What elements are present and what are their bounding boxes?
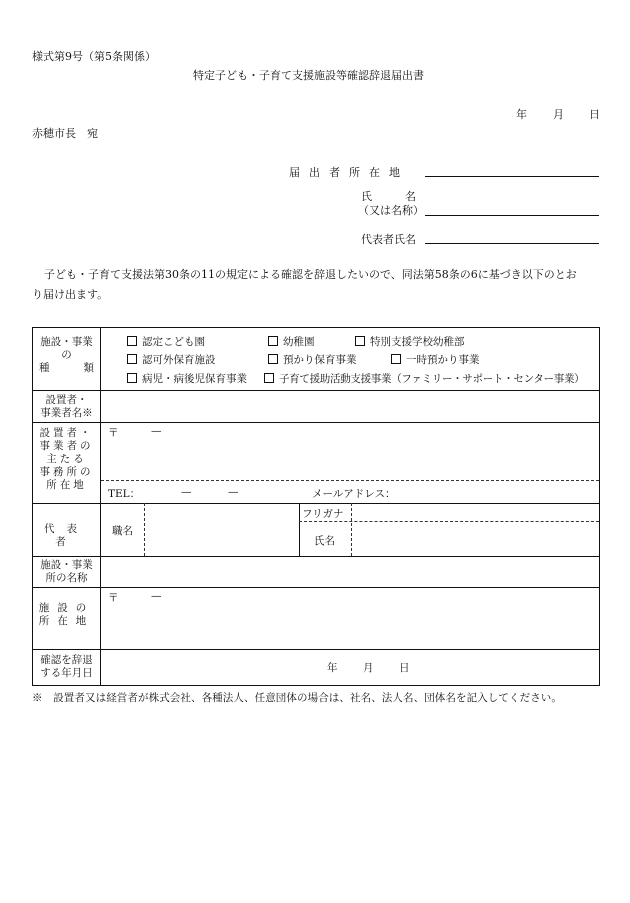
withdraw-date-field[interactable] [101, 650, 599, 685]
addressee: 赤穂市長 宛 [32, 127, 98, 140]
withdraw-date-label-line: する年月日 [40, 667, 93, 679]
checkbox-icon [268, 336, 278, 346]
checkbox-ichiji-azukari[interactable] [391, 352, 480, 367]
applicant-address-line[interactable] [425, 176, 599, 177]
checkbox-family-support[interactable] [264, 371, 584, 386]
applicant-name-label: 氏 名 [361, 190, 416, 203]
checkbox-icon [264, 373, 274, 383]
footnote: ※ 設置者又は経営者が株式会社、各種法人、任意団体の場合は、社名、法人名、団体名を記入してください。 [32, 692, 562, 704]
rep-name-label: 氏名 [314, 535, 335, 547]
row-border [33, 587, 599, 588]
withdraw-year: 年 [327, 662, 338, 674]
checkbox-label: 幼稚園 [283, 336, 315, 348]
address-tel-separator [101, 480, 599, 481]
facility-name-field[interactable] [101, 557, 599, 586]
facility-name-label-line: 施設・事業 [40, 559, 93, 571]
facility-type-label [33, 336, 100, 375]
checkbox-yochien[interactable] [268, 334, 315, 349]
checkbox-label: 病児・病後児保育事業 [142, 373, 247, 385]
checkbox-ninkagai[interactable] [127, 352, 216, 367]
job-title-label: 職名 [112, 525, 133, 537]
applicant-address-label: 届出者所在地 [289, 166, 409, 179]
row-border [33, 503, 599, 504]
facility-name-label-line: 所の名称 [45, 572, 88, 584]
representative-label [33, 523, 100, 549]
checkbox-icon [127, 373, 137, 383]
operator-name-label [33, 394, 100, 420]
operator-name-field[interactable] [101, 391, 599, 421]
body-text-line-1: 子ども・子育て支援法第30条の11の規定による確認を辞退したいので、同法第58条の6に基づき以下のとお [44, 268, 577, 281]
operator-email-label: メールアドレス： [312, 488, 396, 500]
checkbox-byoji-hoiku[interactable] [127, 371, 247, 386]
withdraw-month: 月 [363, 662, 374, 674]
operator-postal-dash: — [151, 425, 162, 437]
name-block-divider [299, 503, 300, 556]
furigana-separator [299, 521, 599, 522]
operator-address-label-line: 所在地 [46, 479, 87, 491]
applicant-name-line[interactable] [425, 215, 599, 216]
checkbox-icon [127, 354, 137, 364]
operator-address-field[interactable] [101, 438, 599, 478]
withdraw-date-label [33, 654, 100, 680]
facility-type-label-line: 施設・事業 [40, 336, 93, 348]
operator-address-label-line: 事務所の [39, 466, 94, 478]
document-title: 特定子ども・子育て支援施設等確認辞退届出書 [193, 69, 424, 82]
operator-address-label-line: 主たる [46, 453, 87, 465]
rep-name-field[interactable] [353, 523, 599, 555]
operator-address-label-line: 設置者・ [39, 427, 94, 439]
withdraw-date-label-line: 確認を辞退 [40, 654, 93, 666]
facility-type-label-line: 種 [39, 362, 50, 374]
facility-address-label-line: 所在地 [38, 615, 95, 627]
job-title-divider [144, 503, 145, 556]
applicant-rep-label: 代表者氏名 [361, 233, 416, 246]
date-day: 日 [589, 108, 600, 121]
name-label-divider [351, 503, 352, 556]
representative-label-text: 代表者 [44, 523, 89, 548]
date-month: 月 [553, 108, 564, 121]
checkbox-icon [355, 336, 365, 346]
furigana-field[interactable] [353, 505, 599, 520]
date-year: 年 [516, 108, 527, 121]
applicant-name-label-alt: （又は名称） [358, 204, 424, 217]
checkbox-tokubetsu-shien[interactable] [355, 334, 465, 349]
facility-address-label-line: 施設の [38, 602, 95, 614]
operator-postal-mark: 〒 [108, 427, 119, 439]
facility-type-label-line: 類 [83, 362, 94, 374]
checkbox-icon [268, 354, 278, 364]
checkbox-label: 預かり保育事業 [283, 354, 357, 366]
facility-type-label-line: の [61, 349, 72, 361]
facility-name-label [33, 559, 100, 585]
operator-name-label-line: 設置者・ [45, 394, 88, 406]
facility-address-field[interactable] [101, 604, 599, 648]
checkbox-icon [391, 354, 401, 364]
facility-postal-mark: 〒 [108, 592, 119, 604]
checkbox-icon [127, 336, 137, 346]
checkbox-label: 認定こども園 [142, 336, 205, 348]
checkbox-label: 認可外保育施設 [142, 354, 216, 366]
form-number: 様式第9号（第5条関係） [32, 50, 156, 63]
application-table [32, 327, 600, 686]
checkbox-label: 一時預かり事業 [406, 354, 480, 366]
facility-address-label [33, 602, 100, 628]
operator-tel-dash-2: — [228, 486, 239, 498]
checkbox-nintei-kodomoen[interactable] [127, 334, 205, 349]
operator-tel-label: TEL： [108, 488, 141, 500]
applicant-rep-line[interactable] [425, 243, 599, 244]
operator-name-label-line: 事業者名※ [40, 407, 93, 419]
job-title-field[interactable] [146, 505, 298, 555]
operator-tel-dash-1: — [181, 486, 192, 498]
body-text-line-2: り届け出ます。 [32, 288, 109, 301]
operator-address-label [33, 427, 100, 492]
withdraw-day: 日 [399, 662, 410, 674]
furigana-label: フリガナ [302, 508, 344, 520]
checkbox-azukari-hoiku[interactable] [268, 352, 357, 367]
checkbox-label: 特別支援学校幼稚部 [370, 336, 465, 348]
row-border [33, 422, 599, 423]
operator-address-label-line: 事業者の [39, 440, 94, 452]
checkbox-label: 子育て援助活動支援事業（ファミリー・サポート・センター事業） [279, 373, 585, 385]
facility-postal-dash: — [151, 590, 162, 602]
